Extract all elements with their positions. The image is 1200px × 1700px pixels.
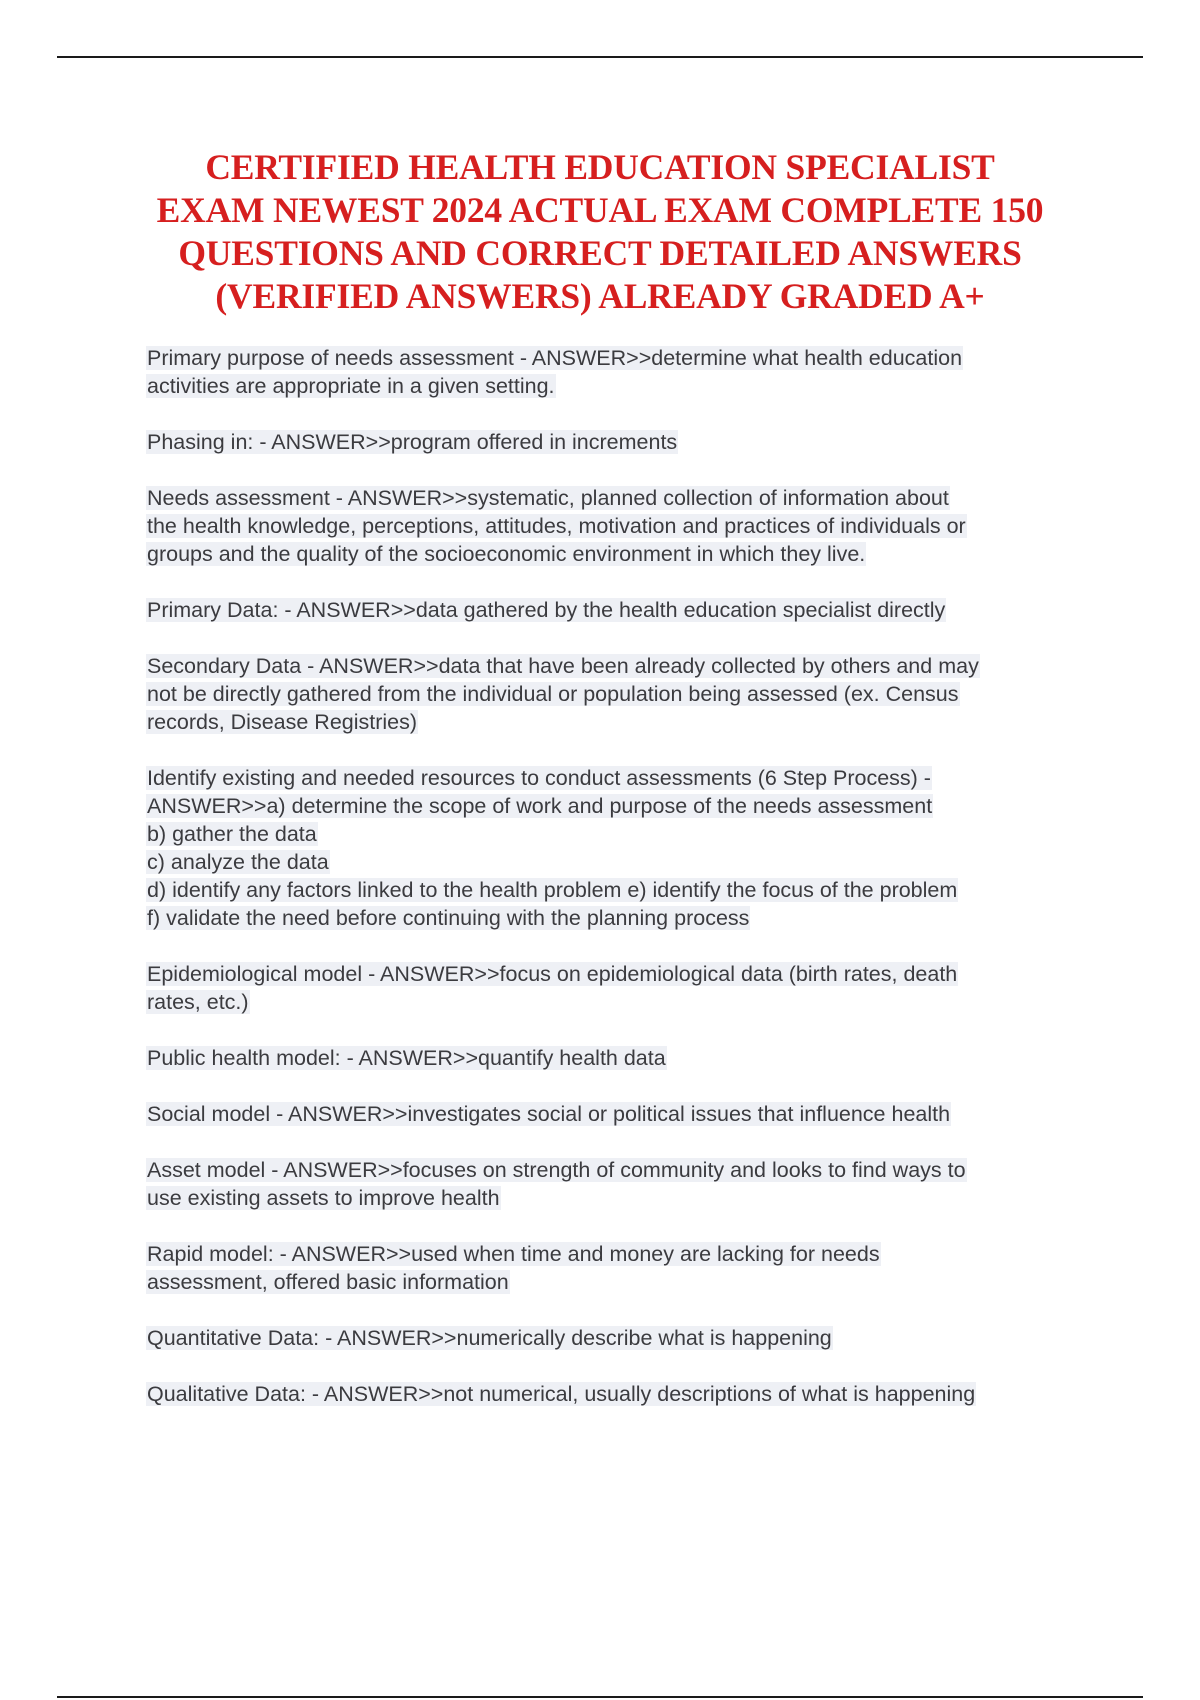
qa-item (146, 484, 1096, 568)
header-rule (57, 56, 1143, 58)
title-line: EXAM NEWEST 2024 ACTUAL EXAM COMPLETE 150 (156, 190, 1044, 230)
qa-text: Social model - ANSWER>>investigates social or political issues that influence health (147, 1102, 951, 1126)
qa-item (146, 960, 1096, 1016)
title-line: (VERIFIED ANSWERS) ALREADY GRADED A+ (215, 276, 985, 316)
qa-text: Identify existing and needed resources to conduct assessments (6 Step Process) - ANSWER>>a) determine the scope of work and purpose of the needs assessment b) gather the data c) analyze the data d) identify any factors linked to the health problem e) identify the focus of the problem f) validate the need before continuing with the planning process (147, 766, 958, 930)
qa-item (146, 1380, 1096, 1408)
qa-item (146, 428, 1096, 456)
qa-text: Primary purpose of needs assessment - ANSWER>>determine what health education activities are appropriate in a given setting. (147, 346, 963, 398)
qa-text: Public health model: - ANSWER>>quantify health data (147, 1046, 666, 1070)
footer-rule (57, 1696, 1143, 1698)
qa-text: Needs assessment - ANSWER>>systematic, planned collection of information about the health knowledge, perceptions, attitudes, motivation and practices of individuals or groups and the quality of the socioeconomic environment in which they live. (147, 486, 966, 566)
qa-text: Secondary Data - ANSWER>>data that have been already collected by others and may not be directly gathered from the individual or population being assessed (ex. Census records, Disease Registries) (147, 654, 979, 734)
document-title (100, 146, 1100, 318)
qa-text: Rapid model: - ANSWER>>used when time and money are lacking for needs assessment, offered basic information (147, 1242, 880, 1294)
qa-item (146, 344, 1096, 400)
title-line: QUESTIONS AND CORRECT DETAILED ANSWERS (178, 233, 1022, 273)
qa-item (146, 764, 1096, 932)
qa-text: Phasing in: - ANSWER>>program offered in increments (147, 430, 678, 454)
qa-item (146, 1240, 1096, 1296)
qa-text: Quantitative Data: - ANSWER>>numerically describe what is happening (147, 1326, 832, 1350)
qa-text: Primary Data: - ANSWER>>data gathered by the health education specialist directly (147, 598, 946, 622)
qa-item (146, 1156, 1096, 1212)
qa-item (146, 1324, 1096, 1352)
qa-item (146, 1100, 1096, 1128)
qa-text: Epidemiological model - ANSWER>>focus on epidemiological data (birth rates, death rates, etc.) (147, 962, 958, 1014)
title-line: CERTIFIED HEALTH EDUCATION SPECIALIST (205, 147, 995, 187)
qa-item (146, 652, 1096, 736)
qa-item (146, 596, 1096, 624)
qa-text: Asset model - ANSWER>>focuses on strength of community and looks to find ways to use existing assets to improve health (147, 1158, 966, 1210)
qa-list (146, 344, 1096, 1436)
qa-text: Qualitative Data: - ANSWER>>not numerical, usually descriptions of what is happening (147, 1382, 976, 1406)
qa-item (146, 1044, 1096, 1072)
